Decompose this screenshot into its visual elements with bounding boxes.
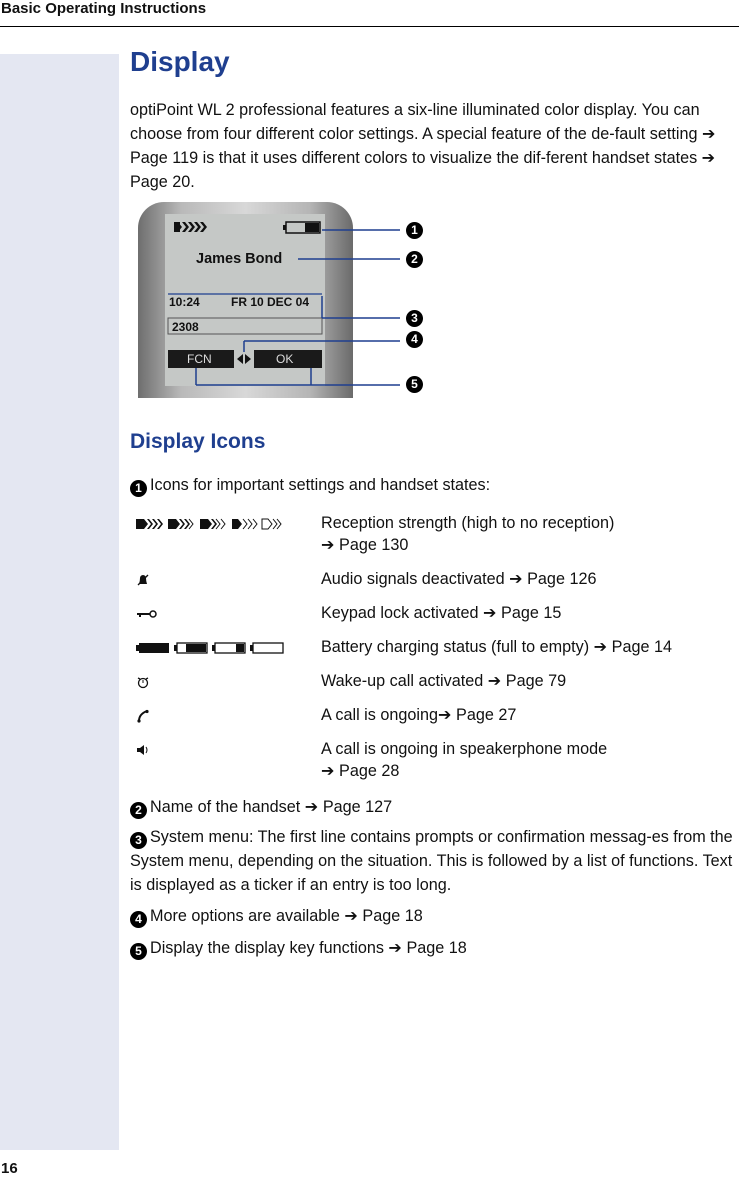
screen-signal-icon (174, 222, 207, 232)
callout-3: 3 (406, 310, 423, 327)
alarm-clock-icon (136, 673, 150, 691)
item-text: More options are available ➔ Page 18 (150, 907, 423, 925)
icon-desc-page: ➔ Page 28 (321, 762, 400, 780)
screen-number: 2308 (172, 320, 199, 334)
icon-desc: Battery charging status (full to empty) ➔ Page 14 (321, 638, 672, 656)
key-icon (136, 605, 158, 623)
item-number: 5 (130, 943, 147, 960)
callout-1: 1 (406, 222, 423, 239)
screen-date: FR 10 DEC 04 (231, 295, 310, 309)
icon-desc: Wake-up call activated ➔ Page 79 (321, 672, 567, 690)
item-number: 4 (130, 911, 147, 928)
page-title: Display (130, 46, 230, 77)
handset-name: James Bond (196, 251, 283, 267)
section-title: Display Icons (130, 430, 266, 453)
callout-2: 2 (406, 251, 423, 268)
softkey-fcn: FCN (187, 352, 212, 366)
screen-battery-icon (283, 222, 320, 233)
item-3 (130, 825, 736, 897)
item-2 (130, 795, 736, 819)
icon-desc: Reception strength (high to no reception) (321, 514, 615, 532)
icon-desc: Audio signals deactivated ➔ Page 126 (321, 570, 597, 588)
battery-icon (136, 639, 286, 657)
callout-4: 4 (406, 331, 423, 348)
reception-strength-icon (136, 515, 286, 533)
handset-icon (136, 707, 150, 725)
item-1 (130, 473, 736, 497)
header-title: Basic Operating Instructions (1, 0, 207, 17)
callout-5: 5 (406, 376, 423, 393)
item-text: System menu: The first line contains prompts or confirmation messag-es from the System menu, depending on the situation. This is followed by a list of functions. Text is displayed as a ticker if an entry is too long. (130, 828, 733, 894)
icon-desc: A call is ongoing➔ Page 27 (321, 706, 517, 724)
icon-desc: Keypad lock activated ➔ Page 15 (321, 604, 562, 622)
item-number: 2 (130, 802, 147, 819)
intro-text: optiPoint WL 2 professional features a six-line illuminated color display. You can choose from four different color settings. A special feature of the de-fault setting ➔ Page 119 is that it uses different colors to visualize the dif-ferent handset states ➔ Page 20. (130, 101, 716, 191)
speaker-icon (136, 741, 150, 759)
screen-time: 10:24 (169, 295, 200, 309)
softkey-ok: OK (276, 352, 294, 366)
icon-desc: A call is ongoing in speakerphone mode (321, 740, 608, 758)
icon-desc-page: ➔ Page 130 (321, 536, 409, 554)
more-options-icon (237, 354, 251, 364)
item-text: Display the display key functions ➔ Page 18 (150, 939, 467, 957)
item-4 (130, 904, 736, 928)
item-text: Icons for important settings and handset states: (150, 476, 491, 494)
item-number: 1 (130, 480, 147, 497)
item-5 (130, 936, 736, 960)
item-text: Name of the handset ➔ Page 127 (150, 798, 393, 816)
audio-off-icon (136, 571, 150, 589)
page-number: 16 (1, 1160, 18, 1177)
item-number: 3 (130, 832, 147, 849)
